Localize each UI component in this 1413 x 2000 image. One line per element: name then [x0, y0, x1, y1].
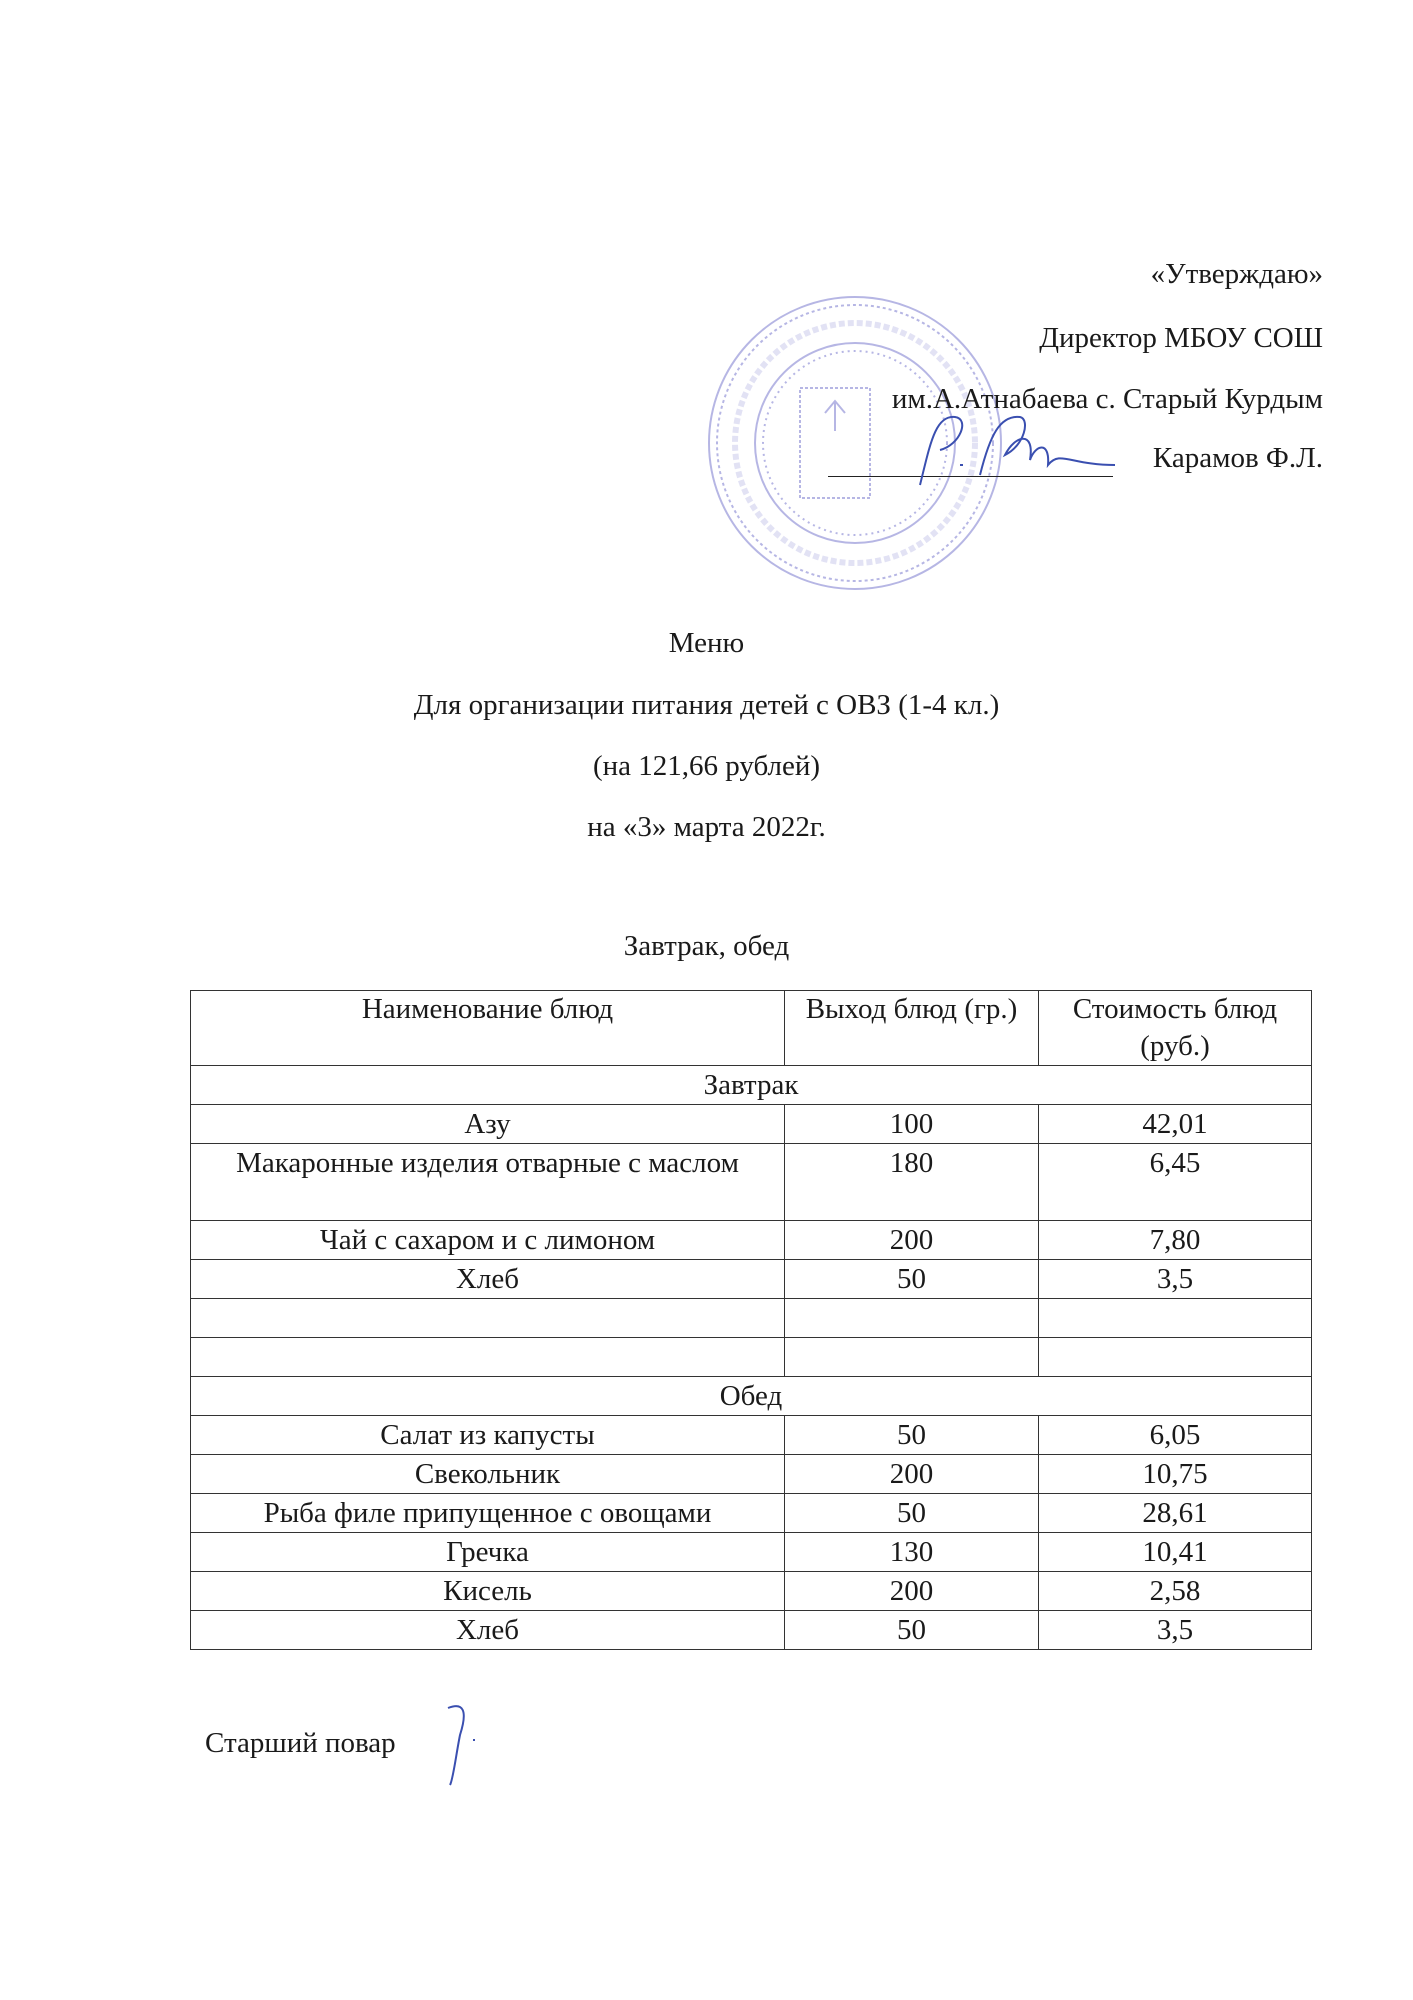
dish-weight: 50 [785, 1611, 1039, 1650]
dish-name: Макаронные изделия отварные с маслом [191, 1144, 785, 1221]
header-weight: Выход блюд (гр.) [785, 991, 1039, 1066]
table-row [191, 1611, 1312, 1650]
dish-price: 3,5 [1039, 1611, 1312, 1650]
chef-label: Старший повар [205, 1727, 396, 1759]
empty-row [191, 1338, 1312, 1377]
approver-name: Карамов Ф.Л. [1152, 442, 1323, 474]
table-row [191, 1105, 1312, 1144]
menu-purpose: Для организации питания детей с ОВЗ (1-4 кл.) [413, 689, 1000, 721]
chef-signature [438, 1700, 488, 1790]
dish-price: 28,61 [1039, 1494, 1312, 1533]
approval-label: «Утверждаю» [1150, 258, 1323, 290]
dish-weight: 50 [785, 1260, 1039, 1299]
dish-weight: 200 [785, 1221, 1039, 1260]
menu-cost: (на 121,66 рублей) [592, 750, 821, 782]
director-signature [900, 405, 1120, 490]
dish-name: Салат из капусты [191, 1416, 785, 1455]
header-price: Стоимость блюд (руб.) [1039, 991, 1312, 1066]
dish-name: Кисель [191, 1572, 785, 1611]
dish-name: Рыба филе припущенное с овощами [191, 1494, 785, 1533]
dish-weight: 130 [785, 1533, 1039, 1572]
dish-name: Хлеб [191, 1260, 785, 1299]
table-row [191, 1494, 1312, 1533]
table-row [191, 1144, 1312, 1221]
dish-weight: 200 [785, 1572, 1039, 1611]
section-row-lunch: Обед [191, 1377, 1312, 1416]
dish-price: 2,58 [1039, 1572, 1312, 1611]
dish-weight: 180 [785, 1144, 1039, 1221]
table-header-row [191, 991, 1312, 1066]
dish-weight: 50 [785, 1416, 1039, 1455]
header-dish: Наименование блюд [191, 991, 785, 1066]
table-row [191, 1416, 1312, 1455]
table-row [191, 1455, 1312, 1494]
school-name: им.А.Атнабаева с. Старый Курдым [891, 383, 1323, 415]
meals-heading: Завтрак, обед [623, 930, 790, 962]
dish-price: 3,5 [1039, 1260, 1312, 1299]
dish-name: Азу [191, 1105, 785, 1144]
dish-name: Гречка [191, 1533, 785, 1572]
menu-table [190, 990, 1312, 1650]
table-row [191, 1221, 1312, 1260]
section-row-breakfast: Завтрак [191, 1066, 1312, 1105]
empty-row [191, 1299, 1312, 1338]
menu-date: на «3» марта 2022г. [587, 811, 826, 843]
dish-weight: 100 [785, 1105, 1039, 1144]
dish-name: Чай с сахаром и с лимоном [191, 1221, 785, 1260]
table-row [191, 1533, 1312, 1572]
dish-weight: 50 [785, 1494, 1039, 1533]
dish-name: Хлеб [191, 1611, 785, 1650]
table-row [191, 1572, 1312, 1611]
dish-price: 6,05 [1039, 1416, 1312, 1455]
document-title: Меню [668, 627, 745, 659]
table-row [191, 1260, 1312, 1299]
dish-price: 10,41 [1039, 1533, 1312, 1572]
approver-position: Директор МБОУ СОШ [1039, 322, 1323, 354]
dish-price: 6,45 [1039, 1144, 1312, 1221]
dish-name: Свекольник [191, 1455, 785, 1494]
dish-price: 42,01 [1039, 1105, 1312, 1144]
dish-price: 10,75 [1039, 1455, 1312, 1494]
dish-weight: 200 [785, 1455, 1039, 1494]
dish-price: 7,80 [1039, 1221, 1312, 1260]
